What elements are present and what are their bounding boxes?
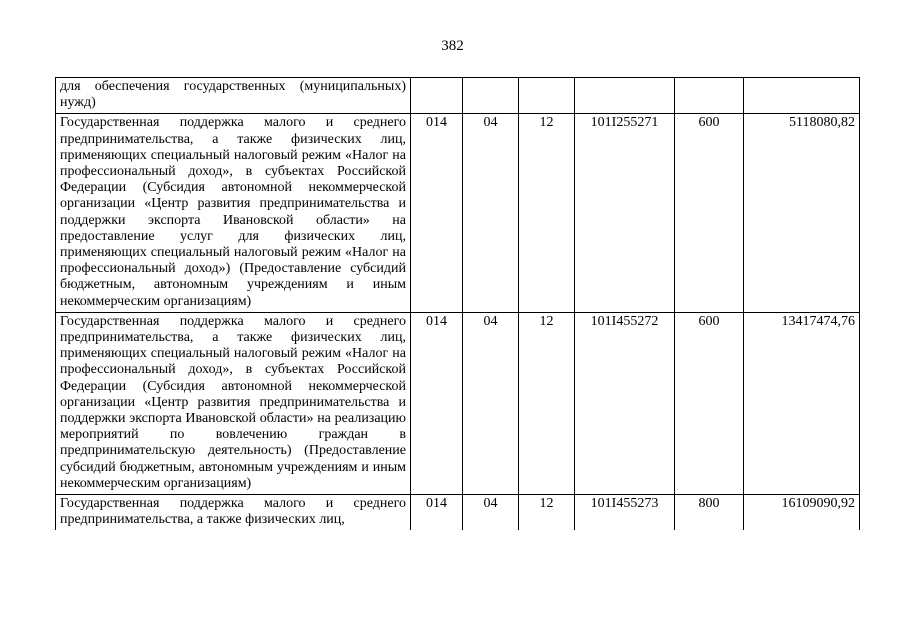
- row-description: Государственная поддержка малого и среднего предпринимательства, а также физических лиц,: [56, 495, 411, 531]
- page-number: 382: [441, 38, 464, 54]
- table-row: [56, 312, 860, 494]
- target-article-code: [575, 78, 675, 114]
- row-description: для обеспечения государственных (муниципальных) нужд): [56, 78, 411, 114]
- budget-table: [55, 77, 860, 530]
- target-article-code: 101I455273: [575, 495, 675, 531]
- row-description: Государственная поддержка малого и среднего предпринимательства, а также физических лиц, применяющих специальный налоговый режим «Налог на профессиональный доход», в субъектах Российской Федерации (Субсидия автономной некоммерческой организации «Центр развития предпринимательства и поддержки экспорта Ивановской области» на реализацию мероприятий по вовлечению граждан в предпринимательскую деятельность) (Предоставление субсидий бюджетным, автономным учреждениям и иным некоммерческим организациям): [56, 312, 411, 494]
- ministry-code: 014: [411, 114, 463, 312]
- section-code: 04: [463, 114, 519, 312]
- row-description: Государственная поддержка малого и среднего предпринимательства, а также физических лиц, применяющих специальный налоговый режим «Налог на профессиональный доход», в субъектах Российской Федерации (Субсидия автономной некоммерческой организации «Центр развития предпринимательства и поддержки экспорта Ивановской области» на предоставление услуг для физических лиц, применяющих специальный налоговый режим «Налог на профессиональный доход») (Предоставление субсидий бюджетным, автономным учреждениям и иным некоммерческим организациям): [56, 114, 411, 312]
- amount: 5118080,82: [744, 114, 860, 312]
- section-code: 04: [463, 312, 519, 494]
- amount: [744, 78, 860, 114]
- section-code: 04: [463, 495, 519, 531]
- subsection-code: [519, 78, 575, 114]
- expense-type-code: 800: [675, 495, 744, 531]
- ministry-code: [411, 78, 463, 114]
- table-row: [56, 495, 860, 531]
- amount: 13417474,76: [744, 312, 860, 494]
- amount: 16109090,92: [744, 495, 860, 531]
- section-code: [463, 78, 519, 114]
- target-article-code: 101I455272: [575, 312, 675, 494]
- table-row: [56, 114, 860, 312]
- subsection-code: 12: [519, 495, 575, 531]
- target-article-code: 101I255271: [575, 114, 675, 312]
- subsection-code: 12: [519, 114, 575, 312]
- expense-type-code: [675, 78, 744, 114]
- ministry-code: 014: [411, 495, 463, 531]
- expense-type-code: 600: [675, 114, 744, 312]
- table-row: [56, 78, 860, 114]
- subsection-code: 12: [519, 312, 575, 494]
- expense-type-code: 600: [675, 312, 744, 494]
- ministry-code: 014: [411, 312, 463, 494]
